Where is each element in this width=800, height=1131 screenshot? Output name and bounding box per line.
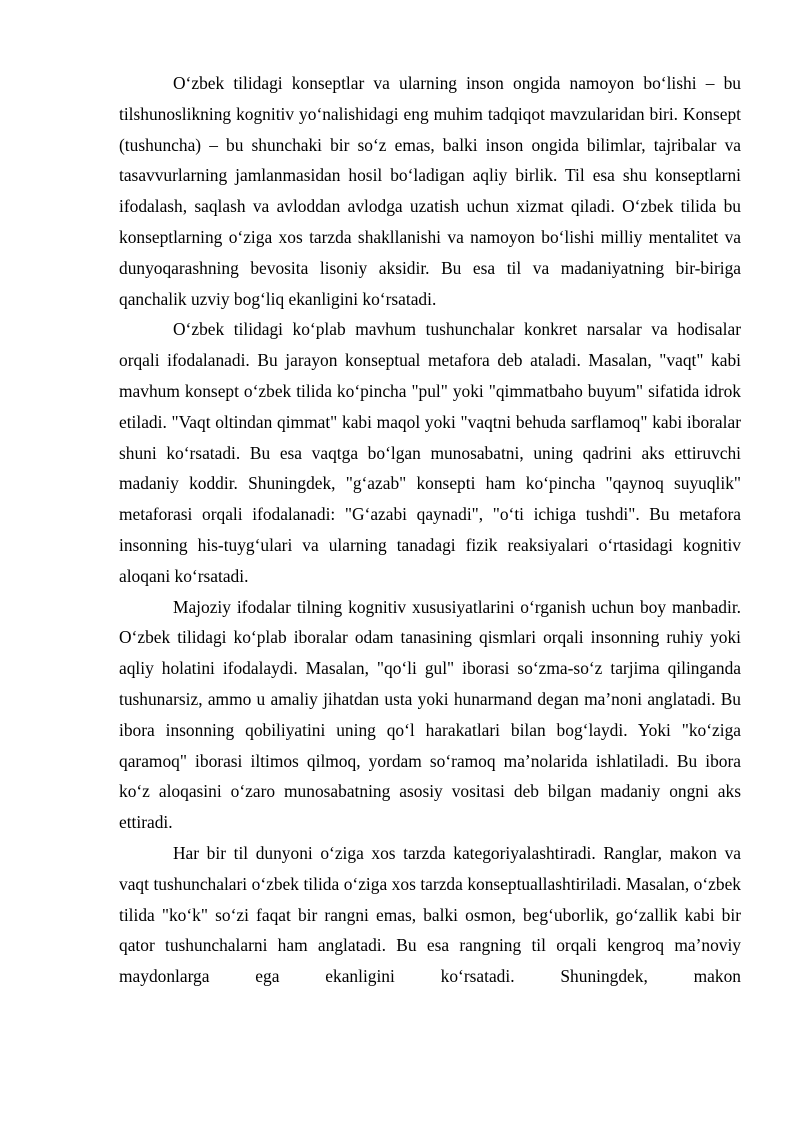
paragraph-1: O‘zbek tilidagi konseptlar va ularning inson ongida namoyon bo‘lishi – bu tilshunoslikning kognitiv yo‘nalishidagi eng muhim tadqiqot mavzularidan biri. Konsept (tushuncha) – bu shunchaki bir so‘z emas, balki inson ongida bilimlar, tajribalar va tasavvurlarning jamlanmasidan hosil bo‘ladigan aqliy birlik. Til esa shu konseptlarni ifodalash, saqlash va avloddan avlodga uzatish uchun xizmat qiladi. O‘zbek tilida bu konseptlarning o‘ziga xos tarzda shakllanishi va namoyon bo‘lishi milliy mentalitet va dunyoqarashning bevosita lisoniy aksidir. Bu esa til va madaniyatning bir-biriga qanchalik uzviy bog‘liq ekanligini ko‘rsatadi. — [119, 73, 741, 309]
paragraph-3: Majoziy ifodalar tilning kognitiv xususiyatlarini o‘rganish uchun boy manbadir. O‘zbek tilidagi ko‘plab iboralar odam tanasining qismlari orqali insonning ruhiy yoki aqliy holatini ifodalaydi. Masalan, "qo‘li gul" iborasi so‘zma-so‘z tarjima qilinganda tushunarsiz, ammo u amaliy jihatdan usta yoki hunarmand degan ma’noni anglatadi. Bu ibora insonning qobiliyatini uning qo‘l harakatlari bilan bog‘laydi. Yoki "ko‘ziga qaramoq" iborasi iltimos qilmoq, yordam so‘ramoq ma’nolarida ishlatiladi. Bu ibora ko‘z aloqasini o‘zaro munosabatning asosiy vositasi deb bilgan madaniy ongni aks ettiradi. — [119, 596, 741, 833]
document-page — [119, 68, 741, 992]
paragraph-2: O‘zbek tilidagi ko‘plab mavhum tushunchalar konkret narsalar va hodisalar orqali ifodalanadi. Bu jarayon konseptual metafora deb ataladi. Masalan, "vaqt" kabi mavhum konsept o‘zbek tilida ko‘pincha "pul" yoki "qimmatbaho buyum" sifatida idrok etiladi. "Vaqt oltindan qimmat" kabi maqol yoki "vaqtni behuda sarflamoq" kabi iboralar shuni ko‘rsatadi. Bu esa vaqtga bo‘lgan munosabatni, uning qadrini aks ettiruvchi madaniy koddir. Shuningdek, "g‘azab" konsepti ham ko‘pincha "qaynoq suyuqlik" metaforasi orqali ifodalanadi: "G‘azabi qaynadi", "o‘ti ichiga tushdi". Bu metafora insonning his-tuyg‘ulari va ularning tanadagi fizik reaksiyalari o‘rtasidagi kognitiv aloqani ko‘rsatadi. — [119, 319, 741, 586]
paragraph-4: Har bir til dunyoni o‘ziga xos tarzda kategoriyalashtiradi. Ranglar, makon va vaqt tushunchalari o‘zbek tilida o‘ziga xos tarzda konseptuallashtiriladi. Masalan, o‘zbek tilida "ko‘k" so‘zi faqat bir rangni emas, balki osmon, beg‘uborlik, go‘zallik kabi bir qator tushunchalarni ham anglatadi. Bu esa rangning til orqali kengroq ma’noviy maydonlarga ega ekanligini ko‘rsatadi. Shuningdek, makon — [119, 842, 741, 987]
